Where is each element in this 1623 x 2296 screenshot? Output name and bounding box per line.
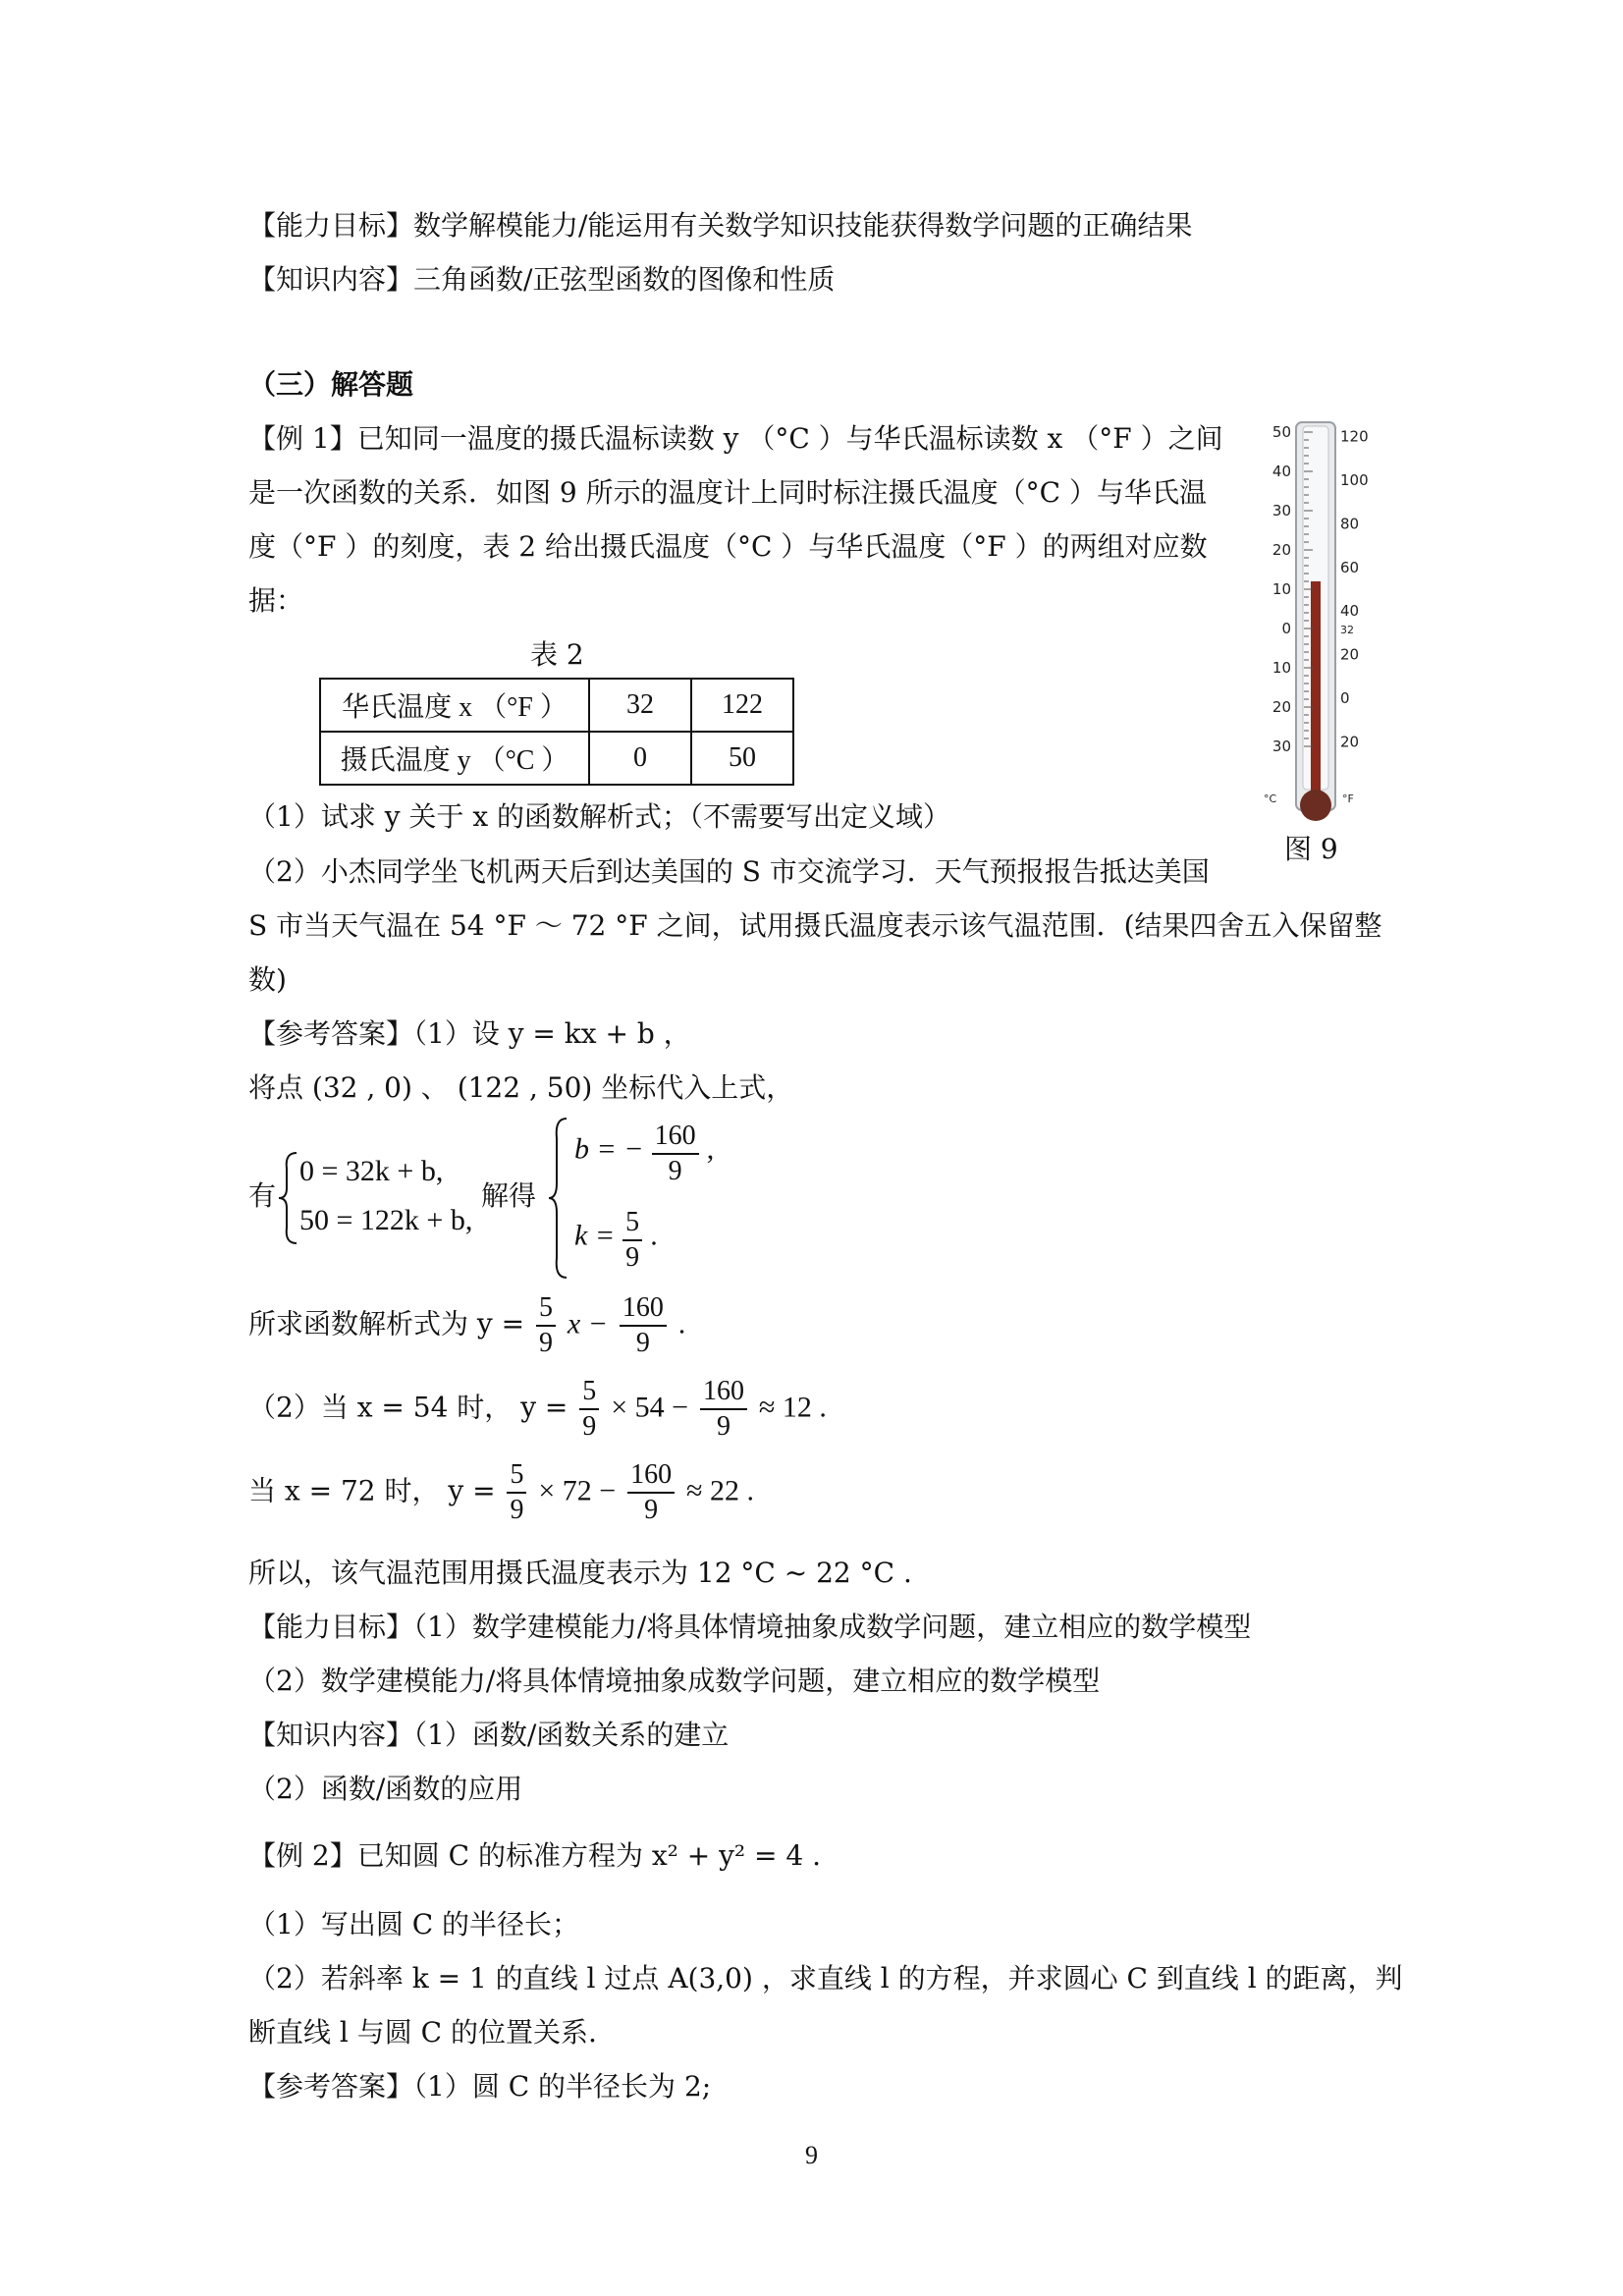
calc-54-line — [248, 1375, 827, 1444]
table-cell: 0 — [589, 732, 691, 785]
table-row — [320, 679, 793, 732]
ability-goal-line: 【能力目标】数学解模能力/能运用有关数学知识技能获得数学问题的正确结果 — [248, 209, 1193, 242]
example1-line4: 据： — [248, 584, 304, 617]
thermometer-figure — [1252, 412, 1389, 825]
system-solve-label: 解得 — [481, 1179, 537, 1212]
fraction — [622, 1206, 642, 1275]
fahrenheit-unit: °F — [1342, 793, 1354, 805]
solution-k-lhs: k = — [574, 1219, 616, 1252]
example1-q2-line3: 数) — [248, 963, 287, 996]
fahrenheit-tick-label: 32 — [1340, 624, 1354, 636]
example2-answer: 【参考答案】（1）圆 C 的半径长为 2; — [248, 2070, 712, 2103]
fraction-numerator: 160 — [700, 1375, 747, 1410]
celsius-tick-label: 10 — [1271, 659, 1291, 677]
example2-q1: （1）写出圆 C 的半径长； — [248, 1908, 580, 1941]
thermometer-bulb — [1300, 790, 1331, 821]
fraction-numerator: 5 — [507, 1458, 526, 1494]
example1-q2-line1: （2）小杰同学坐飞机两天后到达美国的 S 市交流学习．天气预报报告抵达美国 — [248, 855, 1210, 888]
celsius-tick-label: 30 — [1271, 738, 1291, 755]
knowledge-line: 【知识内容】三角函数/正弦型函数的图像和性质 — [248, 263, 836, 296]
fraction-denominator: 9 — [582, 1411, 597, 1442]
fraction-numerator: 160 — [620, 1291, 667, 1327]
fraction — [620, 1291, 667, 1360]
fraction-denominator: 9 — [635, 1328, 650, 1358]
fraction-numerator: 160 — [652, 1120, 699, 1155]
solution-b — [574, 1120, 714, 1188]
fahrenheit-tick-label: 20 — [1340, 645, 1360, 664]
fraction — [536, 1291, 556, 1360]
fraction-numerator: 5 — [579, 1375, 599, 1410]
celsius-tick-label: 30 — [1271, 502, 1291, 519]
fraction — [507, 1458, 526, 1527]
answer-head: 【参考答案】（1）设 y = kx + b ， — [248, 1017, 691, 1050]
fahrenheit-tick-label: 60 — [1340, 558, 1360, 576]
table-caption: 表 2 — [530, 638, 584, 671]
celsius-tick-label: 20 — [1271, 698, 1291, 716]
fahrenheit-tick-label: 120 — [1340, 427, 1369, 446]
fahrenheit-tick-label: 80 — [1340, 515, 1360, 533]
fahrenheit-tick-label: 40 — [1340, 602, 1360, 621]
fraction-denominator: 9 — [716, 1411, 730, 1442]
data-table — [319, 678, 794, 786]
celsius-tick-label: 10 — [1271, 580, 1291, 598]
table-row — [320, 732, 793, 785]
ability-line-2: （2）数学建模能力/将具体情境抽象成数学问题，建立相应的数学模型 — [248, 1665, 1101, 1697]
calc-72-line — [248, 1458, 754, 1527]
calc-72-mid: × 72 − — [538, 1474, 617, 1507]
fraction — [652, 1120, 699, 1188]
solution-k-tail: . — [650, 1219, 658, 1252]
example1-q1: （1）试求 y 关于 x 的函数解析式；（不需要写出定义域） — [248, 800, 951, 833]
table-cell: 摄氏温度 y （°C ） — [320, 732, 589, 785]
fraction-denominator: 9 — [510, 1495, 524, 1525]
example2-q2-line2: 断直线 l 与圆 C 的位置关系. — [248, 2016, 597, 2049]
calc-54-mid: × 54 − — [611, 1391, 689, 1424]
example1-q2-line2: S 市当天气温在 54 °F ～ 72 °F 之间，试用摄氏温度表示该气温范围．(结果四舍五入保留整 — [248, 909, 1382, 942]
fraction-numerator: 5 — [536, 1291, 556, 1327]
celsius-unit: °C — [1264, 793, 1277, 805]
knowledge-line-a: 【知识内容】（1）函数/函数关系的建立 — [248, 1719, 730, 1751]
example1-line1: 【例 1】已知同一温度的摄氏温标读数 y （°C ）与华氏温标读数 x （°F ）之间 — [248, 422, 1223, 455]
result-prefix: 所求函数解析式为 y = — [248, 1307, 525, 1340]
fahrenheit-tick-label: 0 — [1340, 689, 1350, 708]
right-brace — [545, 1115, 572, 1282]
calc-54-tail: ≈ 12 . — [758, 1391, 827, 1424]
fraction — [700, 1375, 747, 1444]
fraction-denominator: 9 — [644, 1495, 659, 1525]
answer-points: 将点 (32 , 0) 、 (122 , 50) 坐标代入上式， — [248, 1071, 794, 1104]
table-cell: 122 — [691, 679, 793, 732]
mercury-column — [1311, 581, 1321, 805]
page-number: 9 — [805, 2141, 818, 2169]
fraction-numerator: 5 — [622, 1206, 642, 1241]
solution-k — [574, 1206, 658, 1275]
table-cell: 华氏温度 x （°F ） — [320, 679, 589, 732]
example2-line1: 【例 2】已知圆 C 的标准方程为 x² + y² = 4 . — [248, 1839, 822, 1872]
celsius-tick-label: 50 — [1271, 423, 1291, 441]
fraction — [627, 1458, 675, 1527]
result-mid: x − — [567, 1307, 608, 1340]
calc-72-prefix: 当 x = 72 时， y = — [248, 1474, 496, 1507]
fahrenheit-tick-label: 20 — [1340, 733, 1360, 751]
table-cell: 50 — [691, 732, 793, 785]
table-cell: 32 — [589, 679, 691, 732]
system-prefix: 有 — [248, 1179, 277, 1212]
fraction-denominator: 9 — [625, 1242, 640, 1273]
knowledge-line-b: （2）函数/函数的应用 — [248, 1773, 523, 1805]
conclusion-line: 所以，该气温范围用摄氏温度表示为 12 °C ~ 22 °C . — [248, 1557, 912, 1589]
example1-line3: 度（°F ）的刻度，表 2 给出摄氏温度（°C ）与华氏温度（°F ）的两组对应数 — [248, 530, 1208, 563]
example1-line2: 是一次函数的关系．如图 9 所示的温度计上同时标注摄氏温度（°C ）与华氏温 — [248, 476, 1207, 509]
calc-72-tail: ≈ 22 . — [686, 1474, 755, 1507]
fraction — [579, 1375, 599, 1444]
fahrenheit-tick-label: 100 — [1340, 470, 1369, 489]
figure-caption: 图 9 — [1284, 833, 1338, 865]
system-eq2: 50 = 122k + b, — [299, 1204, 473, 1236]
example2-q2-line1: （2）若斜率 k = 1 的直线 l 过点 A(3,0) ，求直线 l 的方程，并求圆心 C 到直线 l 的距离，判 — [248, 1962, 1403, 1995]
result-tail: . — [677, 1307, 686, 1340]
ability-line-1: 【能力目标】（1）数学建模能力/将具体情境抽象成数学问题，建立相应的数学模型 — [248, 1611, 1252, 1643]
left-brace — [275, 1149, 300, 1247]
celsius-tick-label: 20 — [1271, 541, 1291, 559]
celsius-tick-label: 0 — [1281, 620, 1291, 637]
fraction-denominator: 9 — [539, 1328, 553, 1358]
system-eq1: 0 = 32k + b, — [299, 1155, 444, 1187]
result-line — [248, 1291, 685, 1360]
fraction-numerator: 160 — [627, 1458, 675, 1494]
solution-b-tail: , — [706, 1132, 715, 1166]
calc-54-prefix: （2）当 x = 54 时， y = — [248, 1391, 568, 1424]
section-title: （三）解答题 — [248, 368, 414, 401]
fraction-denominator: 9 — [668, 1156, 682, 1186]
solution-b-lhs: b = − — [574, 1132, 644, 1166]
celsius-tick-label: 40 — [1271, 463, 1291, 480]
